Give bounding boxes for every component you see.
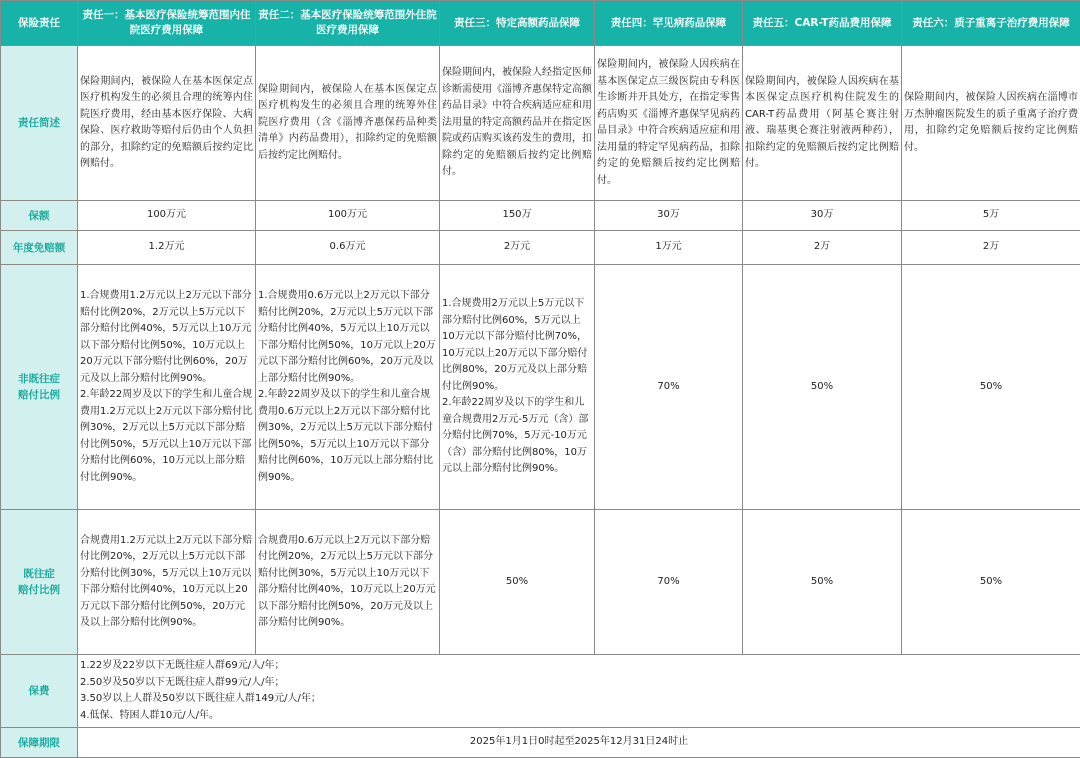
non-preexisting-cell-4: 70% (595, 265, 743, 510)
deductible-cell-3: 2万元 (440, 231, 595, 265)
preexisting-cell-6: 50% (902, 510, 1080, 655)
summary-cell-5: 保险期间内，被保险人因疾病在基本医保定点医疗机构住院发生的CAR-T药品费用（阿基仑赛注射液、瑞基奥仑赛注射液两种药），扣除约定的免赔额后按约定比例赔付。 (743, 46, 902, 201)
coverage-cell-3: 150万 (440, 201, 595, 231)
non-preexisting-cell-3: 1.合规费用2万元以上5万元以下部分赔付比例60%，5万元以上10万元以下部分赔付比例70%，10万元以上20万元以下部分赔付比例80%，20万元及以上部分赔付比例90%。 2.年龄22周岁及以下的学生和儿童合规费用2万元-5万元（含）部分赔付比例70%，5万元-10万元（含）部分赔付比例80%，10万元以上部分赔付比例90%。 (440, 265, 595, 510)
premium-text: 1.22岁及22岁以下无既往症人群69元/人/年； 2.50岁及50岁以下无既往症人群99元/人/年； 3.50岁以上人群及50岁以下既往症人群149元/人/年； 4.低保、特困人群10元/人/年。 (78, 655, 1080, 728)
non-preexisting-cell-1: 1.合规费用1.2万元以上2万元以下部分赔付比例20%，2万元以上5万元以下部分赔付比例40%，5万元以上10万元以下部分赔付比例50%，10万元以上20万元以下部分赔付比例60%，20万元及以上部分赔付比例90%。 2.年龄22周岁及以下的学生和儿童合规费用1.2万元以上2万元以下部分赔付比例30%，2万元以上5万元以下部分赔付比例50%，5万元以上10万元以下部分赔付比例60%，10万元以上部分赔付比例90%。 (78, 265, 256, 510)
summary-cell-2: 保险期间内，被保险人在基本医保定点医疗机构发生的必须且合理的统筹外住院医疗费用（含《淄博齐惠保药品种类清单》内药品费用），扣除约定的免赔额后按约定比例赔付。 (256, 46, 440, 201)
summary-cell-6: 保险期间内，被保险人因疾病在淄博市万杰肿瘤医院发生的质子重离子治疗费用，扣除约定免赔额后按约定比例赔付。 (902, 46, 1080, 201)
header-liability-6: 责任六：质子重离子治疗费用保障 (902, 1, 1080, 46)
row-label-period: 保障期限 (1, 728, 78, 758)
non-preexisting-cell-6: 50% (902, 265, 1080, 510)
preexisting-cell-1: 合规费用1.2万元以上2万元以下部分赔付比例20%，2万元以上5万元以下部分赔付比例30%，5万元以上10万元以下部分赔付比例40%，10万元以上20万元以下部分赔付比例50%，20万元及以上部分赔付比例90%。 (78, 510, 256, 655)
premium-row (1, 655, 1080, 728)
row-label-non-preexisting: 非既往症 赔付比例 (1, 265, 78, 510)
coverage-cell-4: 30万 (595, 201, 743, 231)
row-label-premium: 保费 (1, 655, 78, 728)
deductible-cell-1: 1.2万元 (78, 231, 256, 265)
row-label-preexisting: 既往症 赔付比例 (1, 510, 78, 655)
coverage-cell-2: 100万元 (256, 201, 440, 231)
coverage-row (1, 201, 1080, 231)
summary-cell-1: 保险期间内，被保险人在基本医保定点医疗机构发生的必须且合理的统筹内住院医疗费用，经由基本医疗保险、大病保险、医疗救助等赔付后仍由个人负担的部分，扣除约定的免赔额后按约定比例赔付。 (78, 46, 256, 201)
header-liability-2: 责任二：基本医疗保险统筹范围外住院医疗费用保障 (256, 1, 440, 46)
non-preexisting-cell-2: 1.合规费用0.6万元以上2万元以下部分赔付比例20%，2万元以上5万元以下部分赔付比例40%，5万元以上10万元以下部分赔付比例50%，10万元以上20万元以下部分赔付比例60%，20万元及以上部分赔付比例90%。 2.年龄22周岁及以下的学生和儿童合规费用0.6万元以上2万元以下部分赔付比例30%，2万元以上5万元以下部分赔付比例50%，5万元以上10万元以下部分赔付比例60%，10万元以上部分赔付比例90%。 (256, 265, 440, 510)
period-row (1, 728, 1080, 758)
coverage-cell-1: 100万元 (78, 201, 256, 231)
deductible-cell-4: 1万元 (595, 231, 743, 265)
deductible-row (1, 231, 1080, 265)
deductible-cell-2: 0.6万元 (256, 231, 440, 265)
header-insurance-liability: 保险责任 (1, 1, 78, 46)
preexisting-cell-5: 50% (743, 510, 902, 655)
coverage-cell-5: 30万 (743, 201, 902, 231)
deductible-cell-5: 2万 (743, 231, 902, 265)
preexisting-row (1, 510, 1080, 655)
summary-cell-3: 保险期间内，被保险人经指定医师诊断需使用《淄博齐惠保特定高额药品目录》中符合疾病适应症和用法用量的特定高额药品并在指定医院或药店购买该药发生的费用，扣除约定的免赔额后按约定比例赔付。 (440, 46, 595, 201)
row-label-summary: 责任简述 (1, 46, 78, 201)
summary-cell-4: 保险期间内，被保险人因疾病在基本医保定点三级医院由专科医生诊断并开具处方，在指定零售药店购买《淄博齐惠保罕见病药品目录》中符合疾病适应症和用法用量的特定罕见病药品，扣除约定的免赔额后按约定比例赔付。 (595, 46, 743, 201)
preexisting-cell-3: 50% (440, 510, 595, 655)
preexisting-cell-2: 合规费用0.6万元以上2万元以下部分赔付比例20%，2万元以上5万元以下部分赔付比例30%，5万元以上10万元以下部分赔付比例40%，10万元以上20万元以下部分赔付比例50%，20万元及以上部分赔付比例90%。 (256, 510, 440, 655)
deductible-cell-6: 2万 (902, 231, 1080, 265)
coverage-cell-6: 5万 (902, 201, 1080, 231)
header-liability-5: 责任五：CAR-T药品费用保障 (743, 1, 902, 46)
period-text: 2025年1月1日0时起至2025年12月31日24时止 (78, 728, 1080, 758)
row-label-deductible: 年度免赔额 (1, 231, 78, 265)
header-liability-3: 责任三：特定高额药品保障 (440, 1, 595, 46)
header-liability-4: 责任四：罕见病药品保障 (595, 1, 743, 46)
summary-row (1, 46, 1080, 201)
row-label-coverage: 保额 (1, 201, 78, 231)
preexisting-cell-4: 70% (595, 510, 743, 655)
non-preexisting-cell-5: 50% (743, 265, 902, 510)
header-liability-1: 责任一：基本医疗保险统筹范围内住院医疗费用保障 (78, 1, 256, 46)
header-row (1, 1, 1080, 46)
non-preexisting-row (1, 265, 1080, 510)
